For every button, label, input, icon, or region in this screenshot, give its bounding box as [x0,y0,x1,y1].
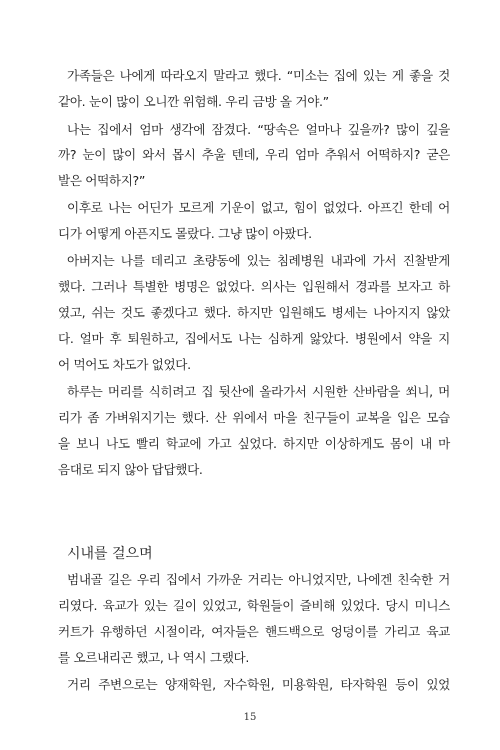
text-line: 같아. 눈이 많이 오니깐 위험해. 우리 금방 올 거야.” [58,94,329,109]
text-line: 를 오르내리곤 했고, 나 역시 그랬다. [58,650,249,665]
section-title: 시내를 걸으며 [67,546,153,562]
text-line: 가족들은 나에게 따라오지 말라고 했다. “미소는 집에 있는 게 좋을 것 [67,68,450,83]
text-line: 나는 집에서 엄마 생각에 잠겼다. “땅속은 얼마나 깊을까? 많이 깊을 [67,122,450,137]
text-line: 음대로 되지 않아 답답했다. [58,462,203,477]
text-line: 을 보니 나도 빨리 학교에 가고 싶었다. 하지만 이상하게도 몸이 내 마 [58,436,450,451]
text-line: 범내골 길은 우리 집에서 가까운 거리는 아니었지만, 나에겐 친숙한 거 [67,572,450,587]
page-number: 15 [243,712,257,723]
text-line: 어 먹어도 차도가 없었다. [58,357,191,372]
text-line: 리였다. 육교가 있는 길이 있었고, 학원들이 즐비해 있었다. 당시 미니스 [58,598,450,613]
text-line: 였고, 쉬는 것도 좋겠다고 했다. 하지만 입원해도 병세는 나아지지 않았 [58,305,450,320]
text-line: 발은 어떡하지?” [58,173,146,188]
text-line: 거리 주변으로는 양재학원, 자수학원, 미용학원, 타자학원 등이 있었 [67,677,450,692]
text-line: 디가 어떻게 아픈지도 몰랐다. 그냥 많이 아팠다. [58,226,312,241]
text-line: 아버지는 나를 데리고 초량동에 있는 침례병원 내과에 가서 진찰받게 [67,253,450,268]
text-line: 리가 좀 가벼워지기는 했다. 산 위에서 마을 친구들이 교복을 입은 모습 [58,410,450,425]
text-line: 까? 눈이 많이 와서 몹시 추울 텐데, 우리 엄마 추워서 어떡하지? 굳은 [58,147,450,162]
text-line: 했다. 그러나 특별한 병명은 없었다. 의사는 입원해서 경과를 보자고 하 [58,279,450,294]
text-line: 다. 얼마 후 퇴원하고, 집에서도 나는 심하게 앓았다. 병원에서 약을 지 [58,331,450,346]
text-line: 하루는 머리를 식히려고 집 뒷산에 올라가서 시원한 산바람을 쐬니, 머 [67,384,450,399]
text-line: 이후로 나는 어딘가 모르게 기운이 없고, 힘이 없었다. 아프긴 한데 어 [67,200,450,215]
text-line: 커트가 유행하던 시절이라, 여자들은 핸드백으로 엉덩이를 가리고 육교 [58,624,450,639]
